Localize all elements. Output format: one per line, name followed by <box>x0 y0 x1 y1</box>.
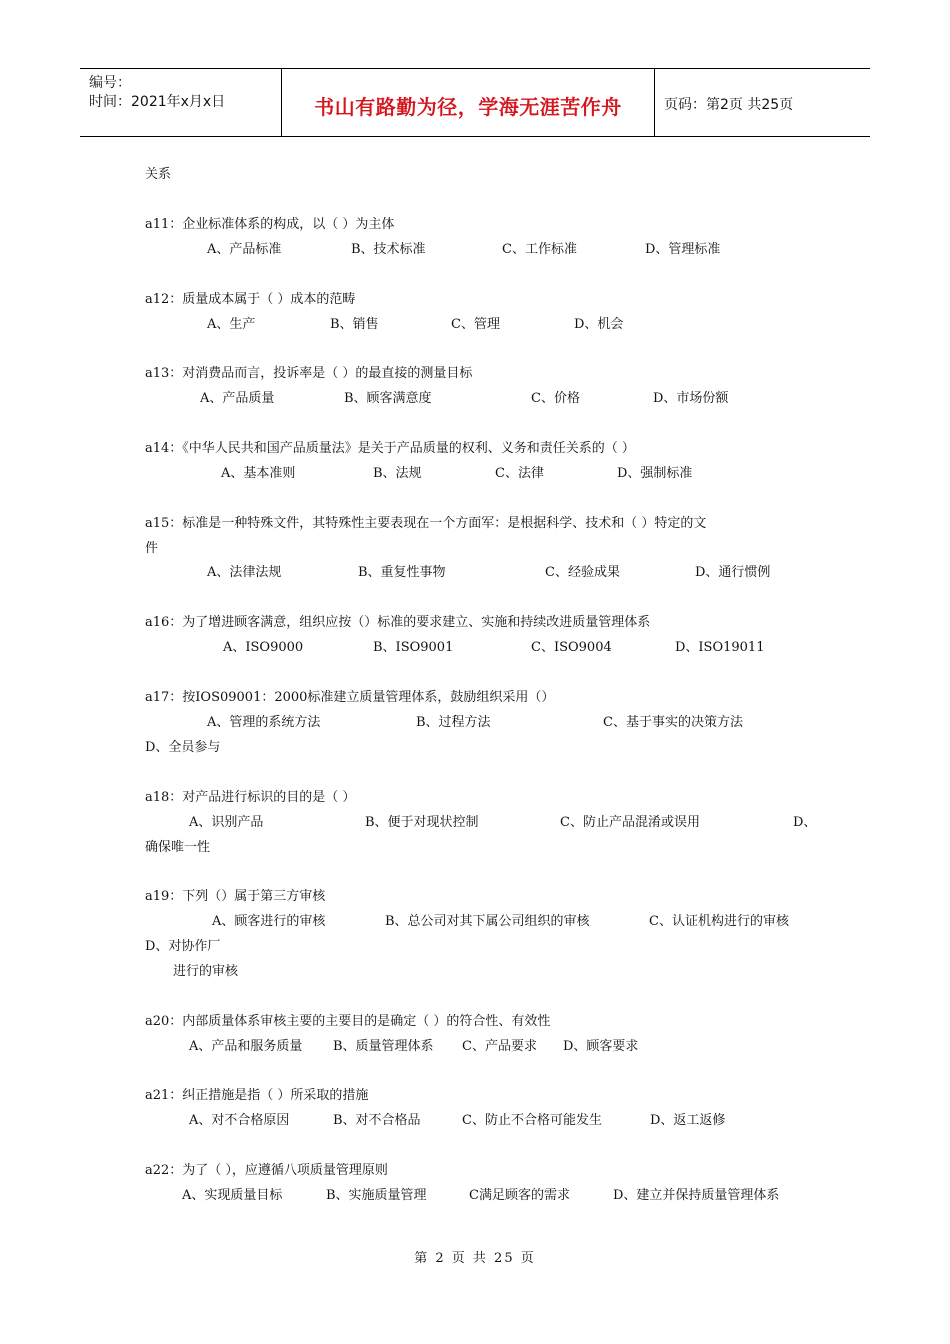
option: D、顾客要求 <box>563 1039 639 1054</box>
option: D、返工返修 <box>650 1113 726 1128</box>
option: C、防止产品混淆或误用 <box>560 815 700 830</box>
option: D、ISO19011 <box>675 640 765 655</box>
option: A、基本准则 <box>221 466 296 481</box>
option: B、重复性事物 <box>358 565 446 580</box>
option: A、识别产品 <box>189 815 264 830</box>
question-a12: a12：质量成本属于（ ）成本的范畴 <box>145 292 356 307</box>
option: B、法规 <box>373 466 422 481</box>
option: C、基于事实的决策方法 <box>603 715 743 730</box>
options-a12 <box>145 313 825 333</box>
options-a13 <box>145 387 825 407</box>
page-header <box>80 68 870 137</box>
option: B、ISO9001 <box>373 640 454 655</box>
option: A、产品质量 <box>200 391 275 406</box>
document-date: 时间：2021年x月x日 <box>89 94 226 110</box>
option: A、产品和服务质量 <box>189 1039 303 1054</box>
option: D、 <box>793 815 817 830</box>
option: A、对不合格原因 <box>189 1113 290 1128</box>
option: A、产品标准 <box>207 242 282 257</box>
intro-text: 关系 <box>145 167 172 182</box>
options-a15 <box>145 561 825 581</box>
question-a17: a17：按IOS09001：2000标准建立质量管理体系，鼓励组织采用（） <box>145 690 555 705</box>
options-a19 <box>145 910 825 930</box>
document-number: 编号： <box>89 75 131 91</box>
option: B、总公司对其下属公司组织的审核 <box>385 914 590 929</box>
header-motto-cell <box>281 69 655 136</box>
option: A、法律法规 <box>207 565 282 580</box>
options-a18 <box>145 811 825 831</box>
option: A、ISO9000 <box>223 640 304 655</box>
option: C、产品要求 <box>462 1039 537 1054</box>
option: D、市场份额 <box>653 391 729 406</box>
option: B、便于对现状控制 <box>365 815 479 830</box>
option-wrap: 确保唯一性 <box>145 840 211 855</box>
option: C、认证机构进行的审核 <box>649 914 789 929</box>
option-wrap: D、对协作厂 <box>145 939 221 954</box>
header-page-cell <box>655 69 870 136</box>
options-a20 <box>145 1035 825 1055</box>
header-motto: 书山有路勤为径，学海无涯苦作舟 <box>314 95 622 119</box>
option: C、法律 <box>495 466 544 481</box>
question-a14: a14：《中华人民共和国产品质量法》是关于产品质量的权利、义务和责任关系的（ ） <box>145 441 635 456</box>
options-a14 <box>145 462 825 482</box>
option: C、工作标准 <box>502 242 577 257</box>
option: B、顾客满意度 <box>344 391 432 406</box>
question-a22: a22：为了（ ），应遵循八项质量管理原则 <box>145 1163 388 1178</box>
options-a22 <box>145 1184 825 1204</box>
header-page-info: 页码：第2页 共25页 <box>664 97 794 113</box>
question-a18: a18：对产品进行标识的目的是（ ） <box>145 790 356 805</box>
options-a21 <box>145 1109 825 1129</box>
option: B、质量管理体系 <box>333 1039 434 1054</box>
option: B、技术标准 <box>351 242 426 257</box>
option: C、经验成果 <box>545 565 620 580</box>
option: C、防止不合格可能发生 <box>462 1113 602 1128</box>
question-a20: a20：内部质量体系审核主要的主要目的是确定（ ）的符合性、有效性 <box>145 1014 551 1029</box>
option: A、实现质量目标 <box>182 1188 283 1203</box>
option: A、生产 <box>207 317 256 332</box>
header-meta <box>80 69 280 136</box>
options-a11 <box>145 238 825 258</box>
option: D、通行惯例 <box>695 565 771 580</box>
question-a15: a15：标准是一种特殊文件，其特殊性主要表现在一个方面军：是根据科学、技术和（ ）特定的文 <box>145 516 707 531</box>
option: B、过程方法 <box>416 715 491 730</box>
option: D、建立并保持质量管理体系 <box>613 1188 780 1203</box>
question-a15-continued: 件 <box>145 541 159 556</box>
option: B、对不合格品 <box>333 1113 421 1128</box>
option: B、实施质量管理 <box>326 1188 427 1203</box>
option: B、销售 <box>330 317 379 332</box>
option: C、价格 <box>531 391 580 406</box>
option: C满足顾客的需求 <box>469 1188 570 1203</box>
question-a16: a16：为了增进顾客满意，组织应按（）标准的要求建立、实施和持续改进质量管理体系 <box>145 615 651 630</box>
options-a16 <box>145 636 825 656</box>
question-a21: a21：纠正措施是指（ ）所采取的措施 <box>145 1088 369 1103</box>
options-a17 <box>145 711 825 731</box>
question-a19: a19：下列（）属于第三方审核 <box>145 889 326 904</box>
option: C、管理 <box>451 317 500 332</box>
option: D、强制标准 <box>617 466 693 481</box>
question-a13: a13：对消费品而言，投诉率是（ ）的最直接的测量目标 <box>145 366 473 381</box>
option: D、机会 <box>574 317 624 332</box>
page-footer: 第 2 页 共 25 页 <box>414 1251 536 1266</box>
question-a11: a11：企业标准体系的构成，以（ ）为主体 <box>145 217 395 232</box>
option-wrap: D、全员参与 <box>145 740 221 755</box>
option: D、管理标准 <box>645 242 721 257</box>
option: A、顾客进行的审核 <box>212 914 326 929</box>
option-wrap: 进行的审核 <box>173 964 239 979</box>
option: C、ISO9004 <box>531 640 612 655</box>
option: A、管理的系统方法 <box>207 715 321 730</box>
